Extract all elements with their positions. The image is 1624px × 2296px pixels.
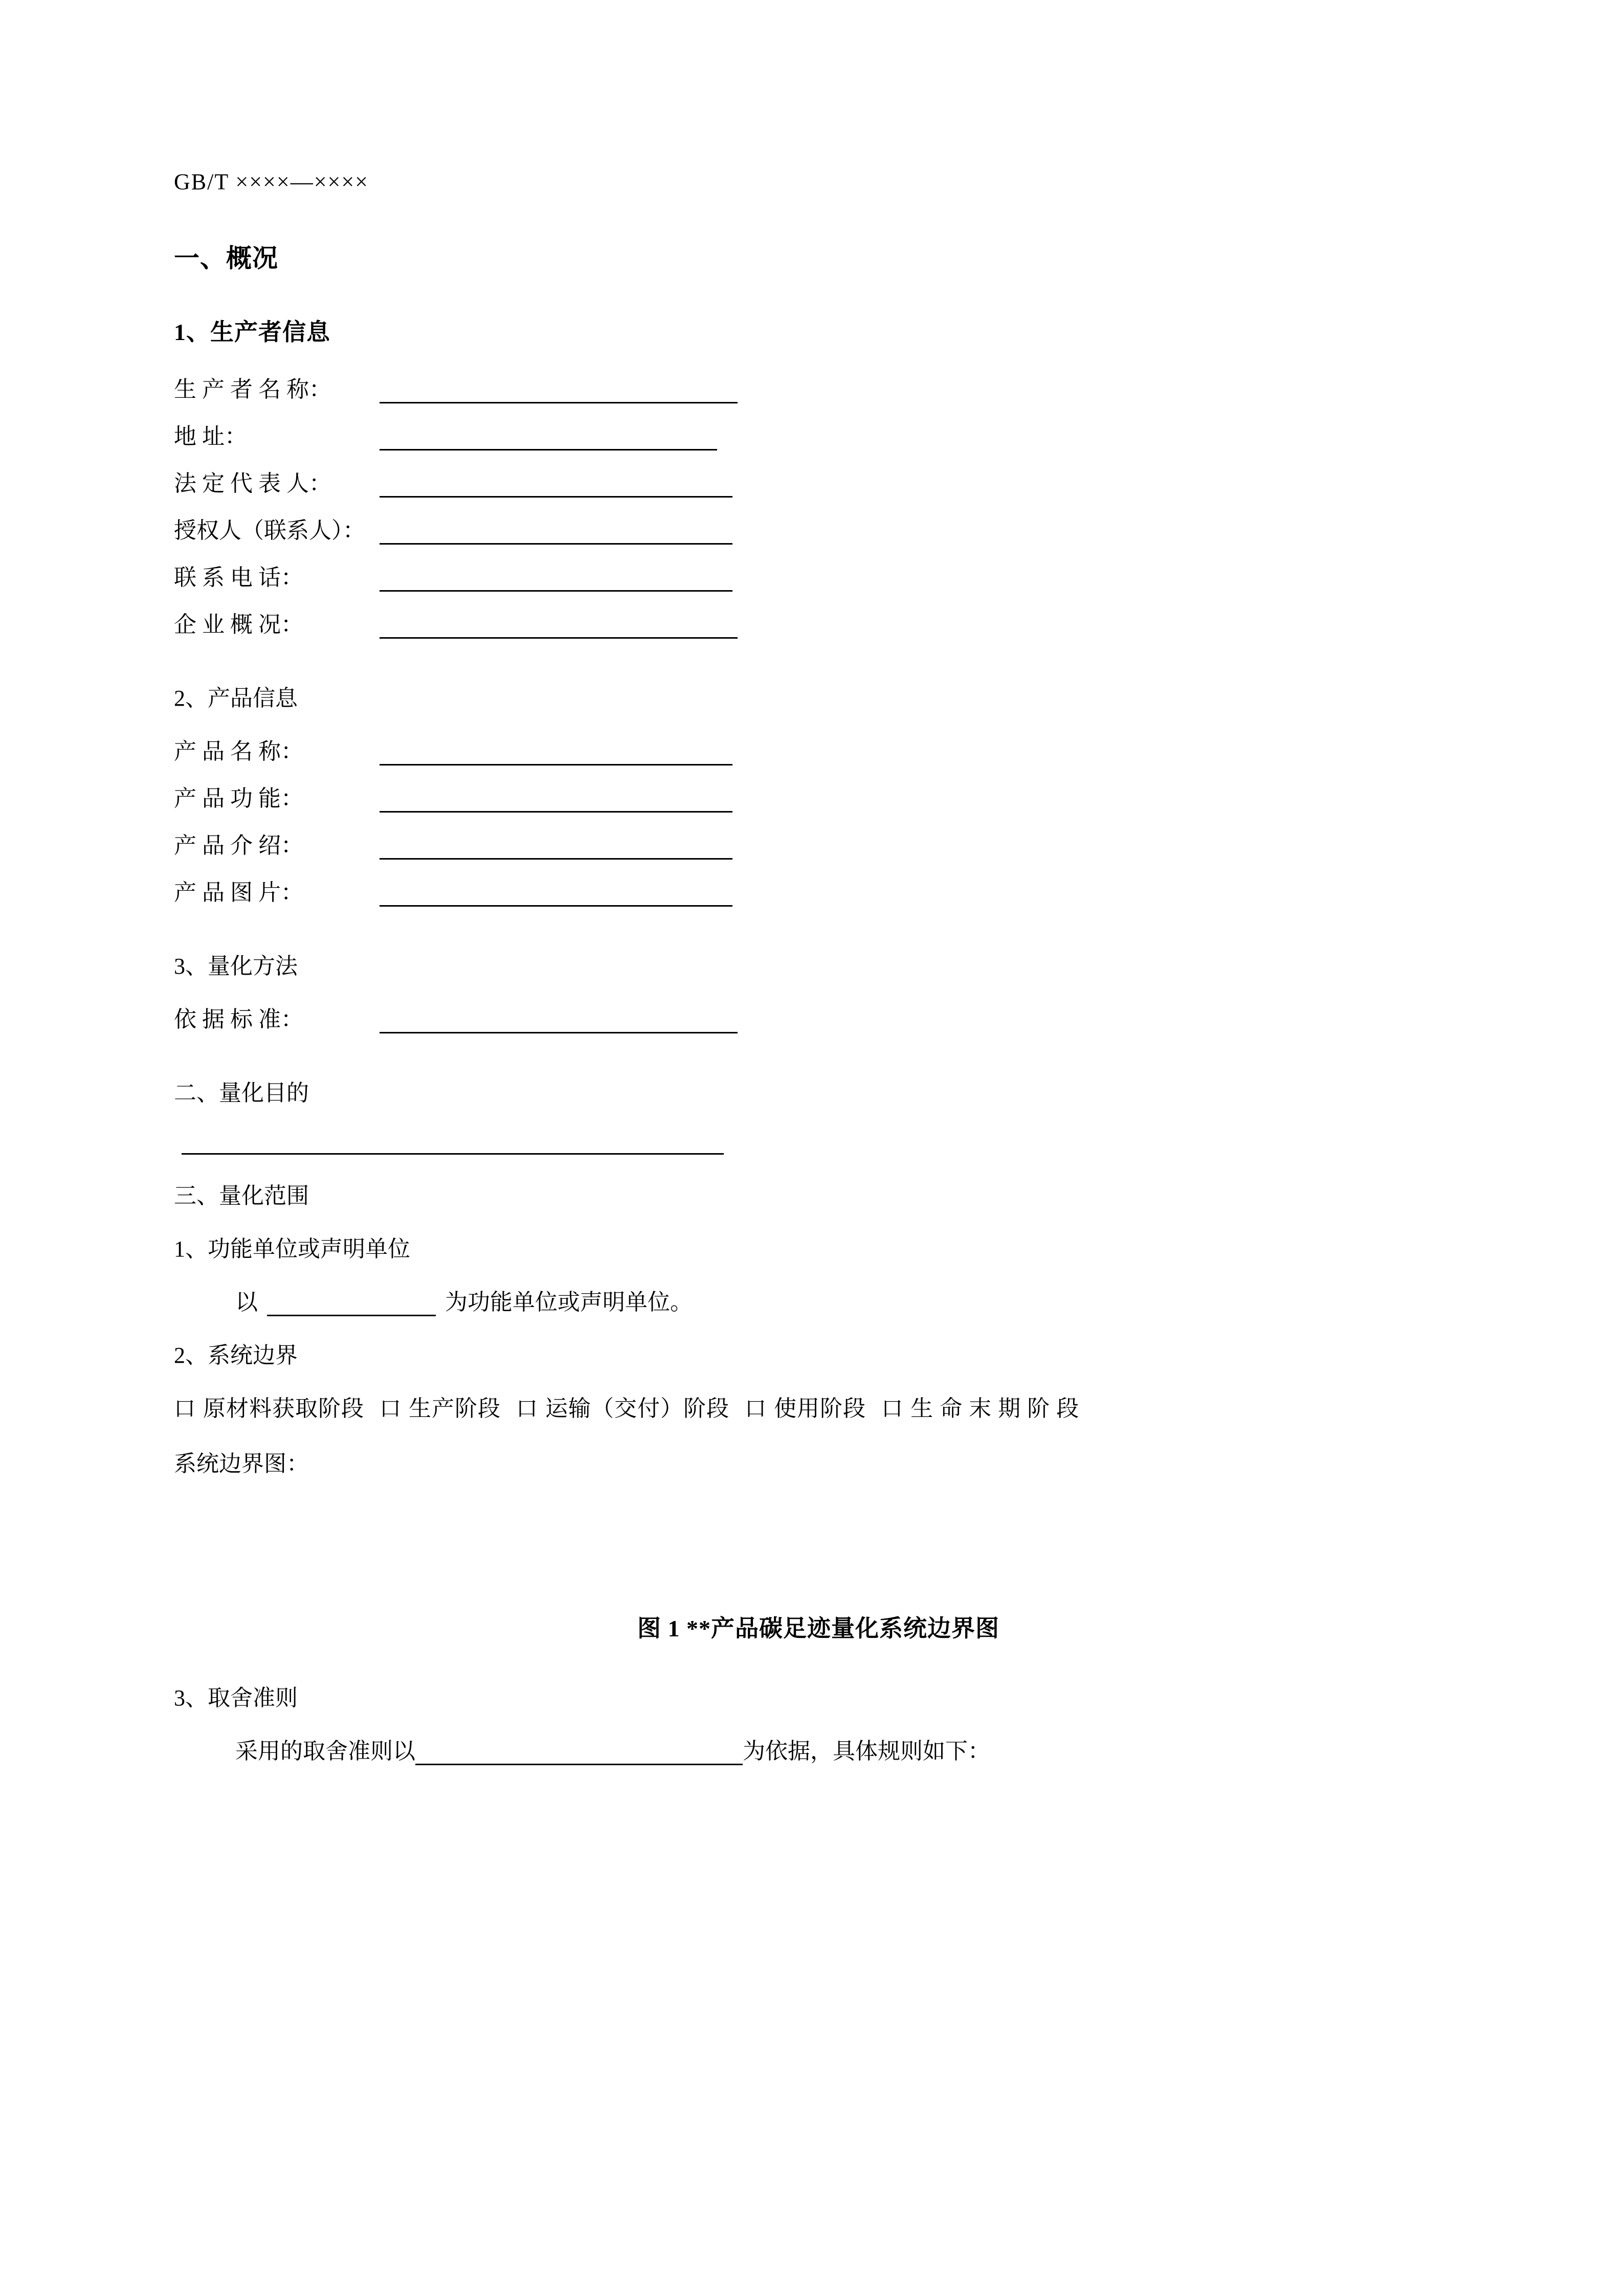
spacer [174,1048,1463,1074]
document-content [174,169,1463,1786]
field-label: 产 品 名 称： [174,739,303,764]
checkbox-icon[interactable]: 口 [516,1398,539,1421]
field-label: 产 品 功 能： [174,786,303,811]
checkbox-icon[interactable]: 口 [174,1398,196,1421]
system-boundary-options [174,1390,1463,1423]
field-label: 联 系 电 话： [174,565,303,590]
cutoff-suffix: 为依据，具体规则如下： [743,1739,990,1764]
subsection-heading-cutoff-criteria: 3、取舍准则 [174,1685,298,1710]
standard-code-header: GB/T ××××—×××× [174,169,369,194]
fill-in-line[interactable] [380,742,732,766]
field-product-intro [174,827,1463,860]
checkbox-icon[interactable]: 口 [380,1398,402,1421]
spacer [174,921,1463,948]
subsection-heading-producer-info: 1、生产者信息 [174,319,330,345]
field-address [174,418,1463,451]
functional-unit-suffix: 为功能单位或声明单位。 [445,1290,693,1315]
field-product-function [174,780,1463,813]
cutoff-statement [174,1732,1463,1765]
field-producer-name [174,371,1463,403]
subsection-heading-functional-unit: 1、功能单位或声明单位 [174,1236,410,1262]
section-heading-purpose: 二、量化目的 [174,1081,309,1106]
functional-unit-statement [174,1284,1463,1316]
field-company-profile [174,606,1463,639]
field-product-name [174,733,1463,766]
field-label: 依 据 标 准： [174,1007,303,1032]
field-label: 地 址： [174,424,247,449]
checkbox-label-raw-material: 原材料获取阶段 [203,1396,365,1421]
field-label: 产 品 图 片： [174,880,303,905]
subsection-heading-quantification-method: 3、量化方法 [174,954,298,979]
subsection-heading-product-info: 2、产品信息 [174,686,298,711]
checkbox-label-use: 使用阶段 [774,1396,866,1421]
field-label: 企 业 概 况： [174,612,303,637]
purpose-fill-in-line[interactable] [182,1128,724,1155]
spacer [174,653,1463,680]
field-label: 产 品 介 绍： [174,833,303,858]
cutoff-fill-in-line[interactable] [415,1743,743,1765]
field-product-image [174,874,1463,907]
fill-in-line[interactable] [380,1010,738,1033]
field-contact-phone [174,559,1463,592]
checkbox-icon[interactable]: 口 [881,1398,904,1421]
fill-in-line[interactable] [380,569,732,592]
field-label: 法 定 代 表 人： [174,471,331,496]
fill-in-line[interactable] [380,522,732,545]
field-reference-standard [174,1001,1463,1033]
functional-unit-prefix: 以 [235,1290,258,1315]
checkbox-icon[interactable]: 口 [745,1398,767,1421]
fill-in-line[interactable] [380,475,732,498]
field-authorized-contact [174,512,1463,545]
fill-in-line[interactable] [380,837,732,860]
figure-caption: 图 1 **产品碳足迹量化系统边界图 [637,1615,999,1641]
section-heading-overview: 一、概况 [174,244,278,273]
checkbox-label-production: 生产阶段 [409,1396,501,1421]
cutoff-prefix: 采用的取舍准则以 [235,1739,415,1764]
functional-unit-fill-in-line[interactable] [267,1294,436,1316]
fill-in-line[interactable] [380,427,717,451]
field-legal-representative [174,465,1463,498]
checkbox-label-transport: 运输（交付）阶段 [545,1396,730,1421]
checkbox-label-end-of-life: 生 命 末 期 阶 段 [910,1396,1080,1421]
fill-in-line[interactable] [380,380,738,403]
figure-placeholder-area [174,1502,1463,1564]
fill-in-line[interactable] [380,616,738,639]
fill-in-line[interactable] [380,884,732,907]
boundary-diagram-label: 系统边界图： [174,1451,309,1476]
field-label: 授权人（联系人）： [174,518,365,543]
section-heading-scope: 三、量化范围 [174,1183,309,1208]
fill-in-line[interactable] [380,790,732,813]
field-label: 生 产 者 名 称： [174,377,331,402]
subsection-heading-system-boundary: 2、系统边界 [174,1343,298,1368]
